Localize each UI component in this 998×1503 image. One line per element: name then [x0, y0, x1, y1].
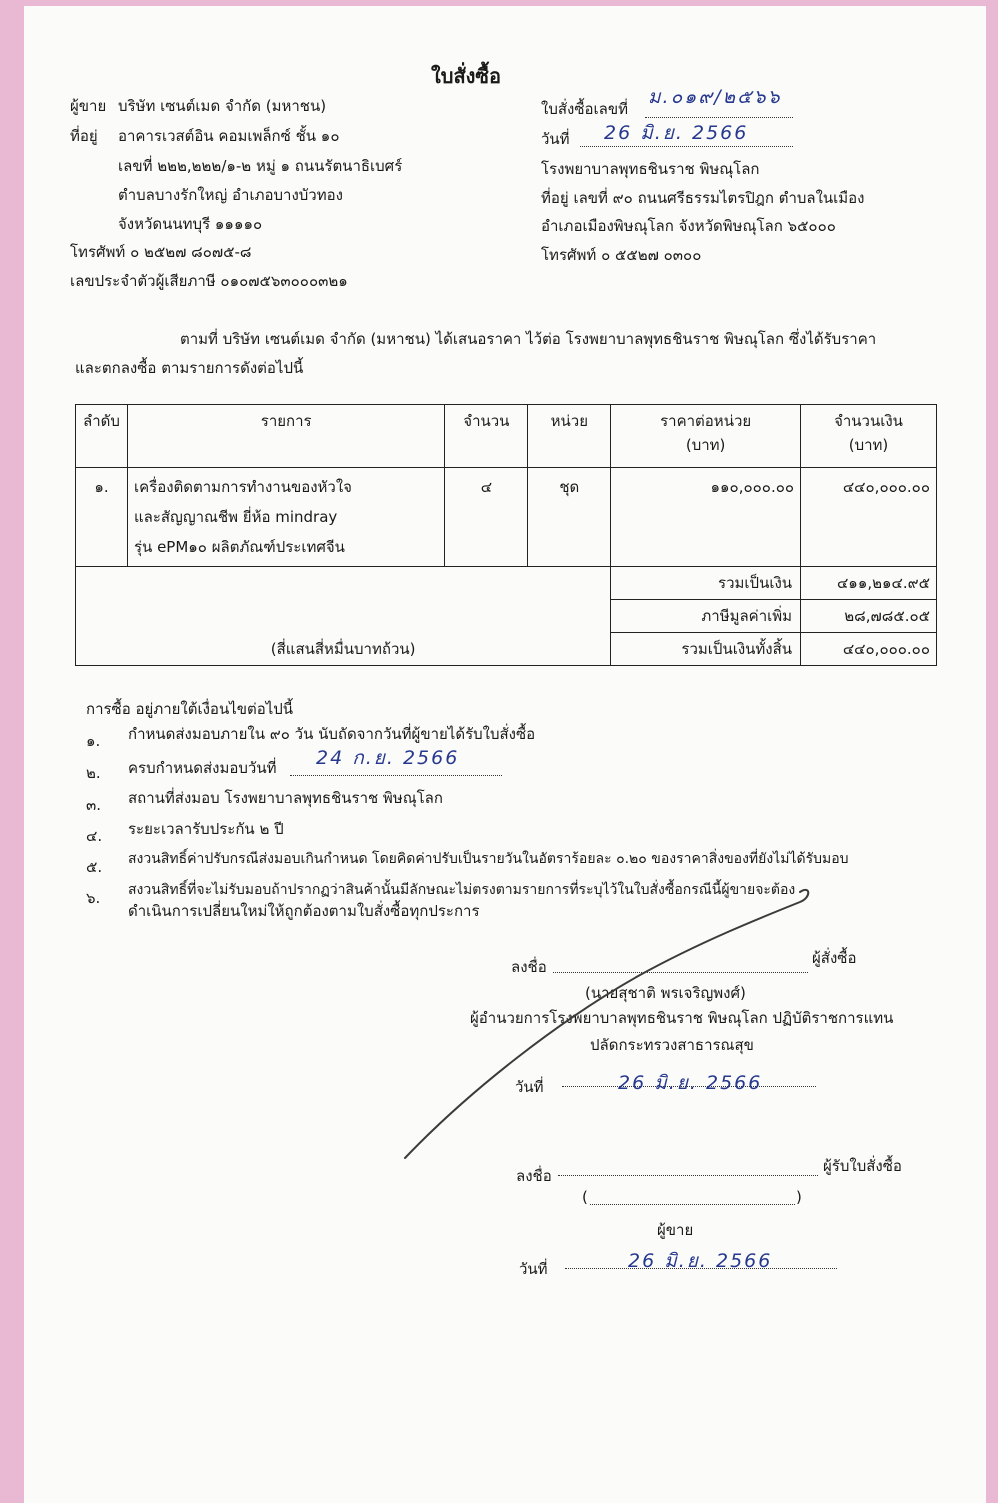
receiver-date-handwritten: 26 มิ.ย. 2566 [628, 1250, 773, 1272]
receiver-paren-close: ) [796, 1188, 802, 1206]
document-title: ใบสั่งซื้อ [431, 64, 502, 88]
seller-name: บริษัท เซนต์เมด จำกัด (มหาชน) [118, 97, 327, 115]
header-amount-line1: จำนวนเงิน [834, 412, 903, 430]
seller-tax-id: เลขประจำตัวผู้เสียภาษี ๐๑๐๗๕๖๓๐๐๐๓๒๑ [70, 272, 348, 290]
order-date-label: วันที่ [541, 130, 570, 148]
seller-address-line4: จังหวัดนนทบุรี ๑๑๑๑๐ [118, 215, 263, 233]
receiver-paren-open: ( [582, 1188, 588, 1206]
row-qty: ๔ [445, 468, 528, 567]
buyer-signer-name: (นายสุชาติ พรเจริญพงศ์) [585, 984, 746, 1002]
condition-5: สงวนสิทธิ์ค่าปรับกรณีส่งมอบเกินกำหนด โดยคิดค่าปรับเป็นรายวันในอัตราร้อยละ ๐.๒๐ ของราคาสิ่งของที่ยังไม่ได้รับมอบ [128, 851, 849, 867]
condition-2-date-handwritten: 24 ก.ย. 2566 [316, 747, 460, 769]
order-number-label: ใบสั่งซื้อเลขที่ [541, 100, 628, 118]
amount-in-words: (สี่แสนสี่หมื่นบาทถ้วน) [270, 640, 416, 658]
row-desc-line1: เครื่องติดตามการทำงานของหัวใจ [133, 478, 352, 496]
condition-6-line1: สงวนสิทธิ์ที่จะไม่รับมอบถ้าปรากฏว่าสินค้านั้นมีลักษณะไม่ตรงตามรายการที่ระบุไว้ในใบสั่งซื้อกรณีนี้ผู้ขายจะต้อง [128, 882, 796, 898]
header-no: ลำดับ [76, 405, 128, 468]
intro-line2: และตกลงซื้อ ตามรายการดังต่อไปนี้ [75, 359, 304, 377]
row-no: ๑. [76, 468, 128, 567]
receiver-date-label: วันที่ [519, 1260, 548, 1278]
header-unit-price-line2: (บาท) [685, 436, 726, 454]
condition-5-number: ๕. [86, 858, 103, 876]
buyer-sign-date-handwritten: 26 มิ.ย. 2566 [618, 1072, 763, 1094]
row-desc-line3: รุ่น ePM๑๐ ผลิตภัณฑ์ประเทศจีน [133, 538, 345, 556]
row-unit-price: ๑๑๐,๐๐๐.๐๐ [611, 468, 801, 567]
buyer-signer-position2: ปลัดกระทรวงสาธารณสุข [590, 1036, 754, 1054]
header-unit-price-line1: ราคาต่อหน่วย [660, 412, 752, 430]
vat-value: ๒๘,๗๘๕.๐๕ [801, 600, 937, 633]
seller-address-line3: ตำบลบางรักใหญ่ อำเภอบางบัวทอง [118, 186, 343, 204]
grand-total-label: รวมเป็นเงินทั้งสิ้น [611, 633, 801, 666]
header-unit: หน่วย [528, 405, 611, 468]
condition-2-label: ครบกำหนดส่งมอบวันที่ [128, 759, 277, 777]
condition-1-number: ๑. [86, 732, 101, 750]
buyer-phone: โทรศัพท์ ๐ ๕๕๒๗ ๐๓๐๐ [541, 246, 702, 264]
condition-3: สถานที่ส่งมอบ โรงพยาบาลพุทธชินราช พิษณุโลก [128, 789, 443, 807]
buyer-signer-position1: ผู้อำนวยการโรงพยาบาลพุทธชินราช พิษณุโลก ปฏิบัติราชการแทน [470, 1009, 894, 1027]
conditions-heading: การซื้อ อยู่ภายใต้เงื่อนไขต่อไปนี้ [86, 700, 294, 718]
order-number-handwritten: ม.๐๑๙/๒๕๖๖ [648, 86, 782, 108]
receiver-sign-label: ลงชื่อ [516, 1167, 552, 1185]
header-qty: จำนวน [445, 405, 528, 468]
seller-address-line1: อาคารเวสต์อิน คอมเพล็กซ์ ชั้น ๑๐ [118, 127, 340, 145]
seller-label: ผู้ขาย [70, 97, 107, 115]
header-item: รายการ [127, 405, 444, 468]
vat-label: ภาษีมูลค่าเพิ่ม [611, 600, 801, 633]
buyer-address-line1: ที่อยู่ เลขที่ ๙๐ ถนนศรีธรรมไตรปิฎก ตำบลในเมือง [541, 189, 865, 207]
condition-1: กำหนดส่งมอบภายใน ๙๐ วัน นับถัดจากวันที่ผู้ขายได้รับใบสั่งซื้อ [128, 725, 536, 743]
seller-phone: โทรศัพท์ ๐ ๒๕๒๗ ๘๐๗๕-๘ [70, 243, 252, 261]
grand-total-value: ๔๔๐,๐๐๐.๐๐ [801, 633, 937, 666]
condition-6-line2: ดำเนินการเปลี่ยนใหม่ให้ถูกต้องตามใบสั่งซื้อทุกประการ [128, 902, 480, 920]
subtotal-label: รวมเป็นเงิน [611, 567, 801, 600]
seller-address-line2: เลขที่ ๒๒๒,๒๒๒/๑-๒ หมู่ ๑ ถนนรัตนาธิเบศร์ [118, 157, 403, 175]
buyer-name: โรงพยาบาลพุทธชินราช พิษณุโลก [541, 160, 760, 178]
header-amount-line2: (บาท) [848, 436, 889, 454]
seller-address-label: ที่อยู่ [70, 127, 98, 145]
intro-line1: ตามที่ บริษัท เซนต์เมด จำกัด (มหาชน) ได้เสนอราคา ไว้ต่อ โรงพยาบาลพุทธชินราช พิษณุโลก ซึ่งได้รับราคา [180, 330, 877, 348]
subtotal-value: ๔๑๑,๒๑๔.๙๕ [801, 567, 937, 600]
order-date-handwritten: 26 มิ.ย. 2566 [604, 122, 749, 144]
receiver-sign-role: ผู้รับใบสั่งซื้อ [823, 1157, 902, 1175]
condition-3-number: ๓. [86, 796, 102, 814]
row-amount: ๔๔๐,๐๐๐.๐๐ [801, 468, 937, 567]
row-unit: ชุด [528, 468, 611, 567]
buyer-sign-date-label: วันที่ [515, 1078, 544, 1096]
condition-4-number: ๔. [86, 827, 103, 845]
buyer-address-line2: อำเภอเมืองพิษณุโลก จังหวัดพิษณุโลก ๖๕๐๐๐ [541, 217, 836, 235]
condition-2-number: ๒. [86, 764, 101, 782]
buyer-sign-role: ผู้สั่งซื้อ [812, 949, 857, 967]
receiver-role2: ผู้ขาย [657, 1221, 694, 1239]
row-desc-line2: และสัญญาณชีพ ยี่ห้อ mindray [133, 508, 338, 526]
condition-4: ระยะเวลารับประกัน ๒ ปี [128, 820, 284, 838]
buyer-sign-label: ลงชื่อ [511, 958, 547, 976]
condition-6-number: ๖. [86, 889, 101, 907]
